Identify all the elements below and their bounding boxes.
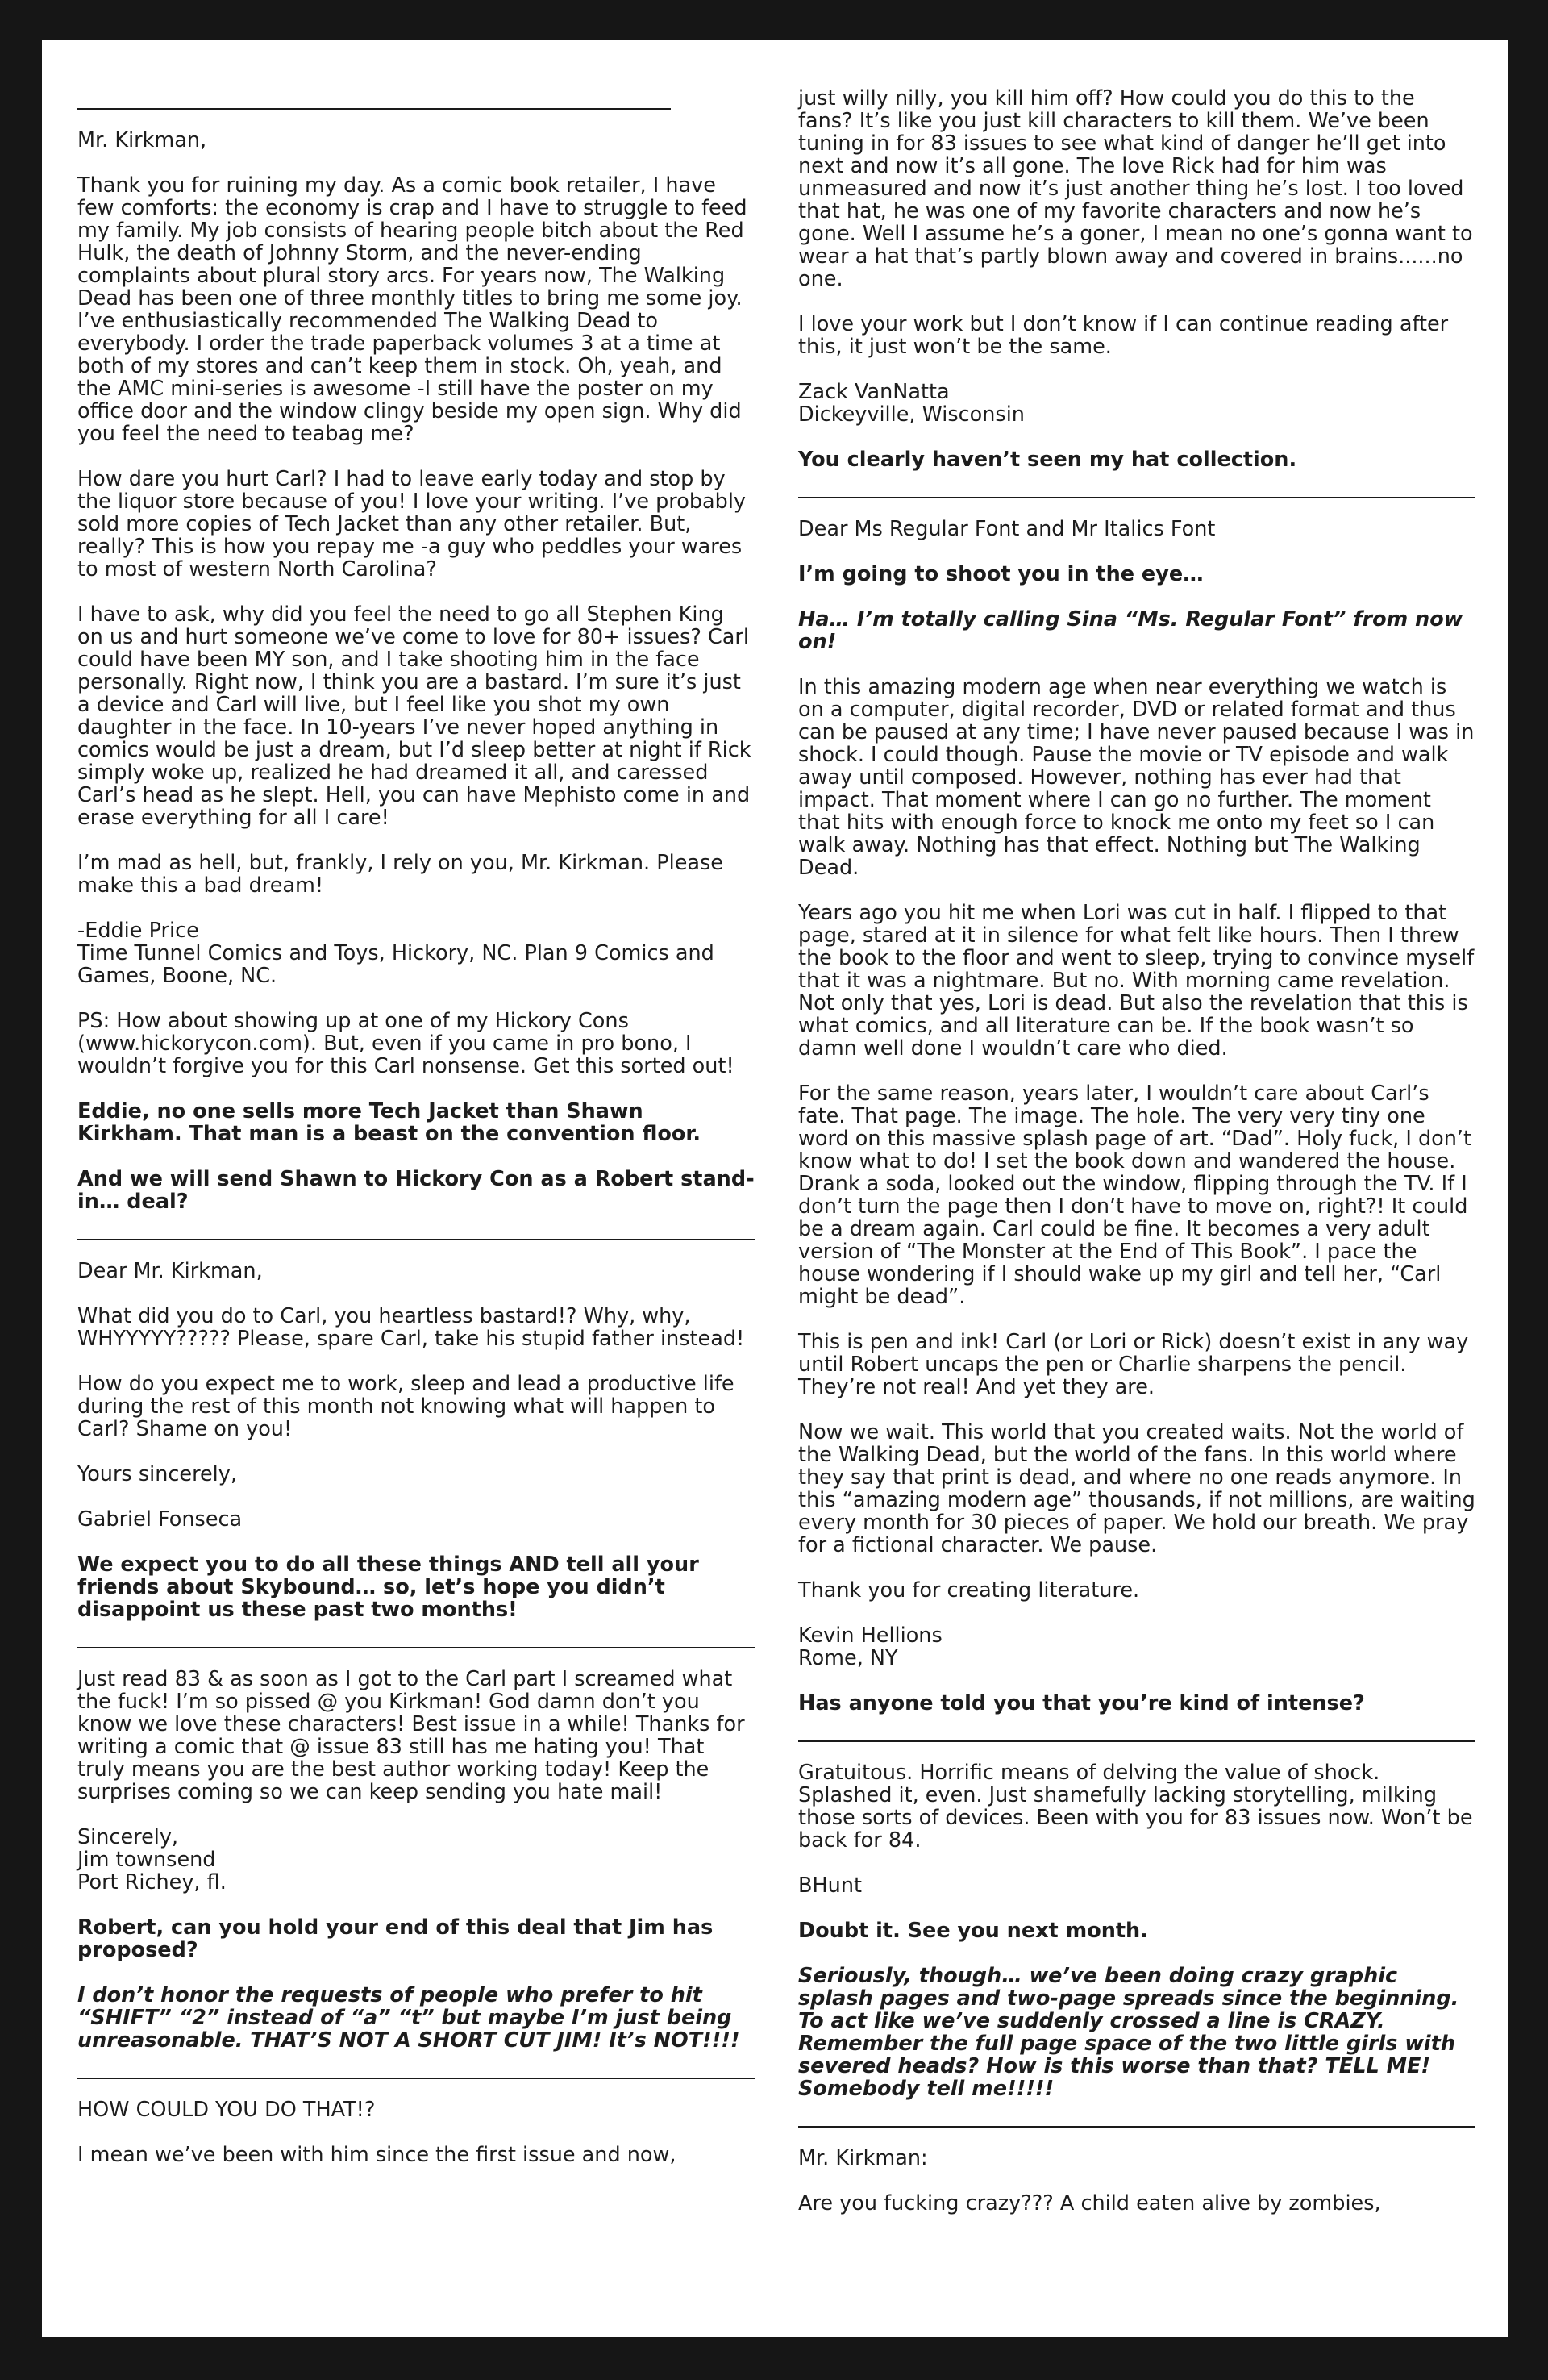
letter-paragraph: This is pen and ink! Carl (or Lori or Rick) doesn’t exist in any way until Robert uncaps the pen or Charlie sharpens the pencil. They’re not real! And yet they are.	[798, 1330, 1469, 1399]
letter-paragraph: Thank you for ruining my day. As a comic book retailer, I have few comforts: the economy is crap and I have to struggle to feed my family. My job consists of hearing people bitch about the Red Hulk, the death of Johnny Storm, and the never-ending complaints about plural story arcs. For years now, The Walking Dead has been one of three monthly titles to bring me some joy. I’ve enthusiastically recommended The Walking Dead to everybody. I order the trade paperback volumes 3 at a time at both of my stores and can’t keep them in stock. Oh, yeah, and the AMC mini-series is awesome -I still have the poster on my office door and the window clingy beside my open sign. Why did you feel the need to teabag me?	[77, 173, 747, 446]
letter-paragraph: PS: How about showing up at one of my Hickory Cons (www.hickorycon.com). But, even if you came in pro bono, I wouldn’t forgive you for this Carl nonsense. Get this sorted out!	[77, 1009, 734, 1078]
letter-paragraph: Just read 83 & as soon as I got to the Carl part I screamed what the fuck! I’m so pissed @ you Kirkman! God damn don’t you know we love these characters! Best issue in a while! Thanks for writing a comic that @ issue 83 still has me hating you! That truly means you are the best author working today! Keep the surprises coming so we can keep sending you hate mail!	[77, 1667, 745, 1804]
letter-paragraph: Zack VanNatta Dickeyville, Wisconsin	[798, 380, 1025, 427]
editor-reply: Eddie, no one sells more Tech Jacket than Shawn Kirkham. That man is a beast on the convention floor.	[77, 1099, 701, 1146]
letter-paragraph: Now we wait. This world that you created waits. Not the world of the Walking Dead, but the world of the fans. In this world where they say that print is dead, and where no one reads anymore. In this “amazing modern age” thousands, if not millions, are waiting every month for 30 pieces of paper. We hold our breath. We pray for a fictional character. We pause.	[798, 1420, 1475, 1557]
letter-paragraph: Are you fucking crazy??? A child eaten alive by zombies,	[798, 2191, 1381, 2215]
letter-paragraph: Yours sincerely,	[77, 1462, 237, 1486]
letter-paragraph: I’m mad as hell, but, frankly, I rely on you, Mr. Kirkman. Please make this a bad dream!	[77, 851, 723, 898]
editor-reply: Has anyone told you that you’re kind of intense?	[798, 1691, 1365, 1715]
editor-reply-italic: Ha… I’m totally calling Sina “Ms. Regular Font” from now on!	[798, 607, 1463, 654]
editor-reply-italic: I don’t honor the requests of people who prefer to hit “SHIFT” “2” instead of “a” “t” but maybe I’m just being unreasonable. THAT’S NOT A SHORT CUT JIM! It’s NOT!!!!	[77, 1983, 740, 2053]
letter-paragraph: What did you do to Carl, you heartless bastard!? Why, why, WHYYYYY????? Please, spare Carl, take his stupid father instead!	[77, 1304, 745, 1351]
editor-reply: Robert, can you hold your end of this deal that Jim has proposed?	[77, 1915, 714, 1962]
left-column	[77, 129, 755, 2189]
letter-paragraph: Thank you for creating literature.	[798, 1578, 1140, 1603]
letter-paragraph: Sincerely, Jim townsend Port Richey, fl.	[77, 1825, 227, 1894]
letter-paragraph: just willy nilly, you kill him off? How could you do this to the fans? It’s like you just kill characters to kill them. We’ve been tuning in for 83 issues to see what kind of danger he’ll get into next and now it’s all gone. The love Rick had for him was unmeasured and now it’s just another thing he’s lost. I too loved that hat, he was one of my favorite characters and now he’s gone. Well I assume he’s a goner, I mean no one’s gonna want to wear a hat that’s partly blown away and covered in brains......no one.	[798, 86, 1473, 291]
editor-reply: And we will send Shawn to Hickory Con as a Robert stand-in… deal?	[77, 1167, 755, 1214]
section-divider	[77, 1236, 755, 1260]
letter-paragraph: For the same reason, years later, I wouldn’t care about Carl’s fate. That page. The image. The hole. The very very tiny one word on this massive splash page of art. “Dad”. Holy fuck, I don’t know what to do! I set the book down and wandered the house. Drank a soda, looked out the window, flipping through the TV. If I don’t turn the page then I don’t have to move on, right?! It could be a dream again. Carl could be fine. It becomes a very adult version of “The Monster at the End of This Book”. I pace the house wondering if I should wake up my girl and tell her, “Carl might be dead”.	[798, 1082, 1472, 1309]
editor-reply-italic: Seriously, though… we’ve been doing crazy graphic splash pages and two-page spreads since the beginning. To act like we’ve suddenly crossed a line is CRAZY. Remember the full page space of the two little girls with severed heads? How is this worse than that? TELL ME! Somebody tell me!!!!!	[798, 1964, 1459, 2101]
letter-paragraph: I have to ask, why did you feel the need to go all Stephen King on us and hurt someone we’ve come to love for 80+ issues? Carl could have been MY son, and I take shooting him in the face personally. Right now, I think you are a bastard. I’m sure it’s just a device and Carl will live, but I feel like you shot my own daughter in the face. In 10-years I’ve never hoped anything in comics would be just a dream, but I’d sleep better at night if Rick simply woke up, realized he had dreamed it all, and caressed Carl’s head as he slept. Hell, you can have Mephisto come in and erase everything for all I care!	[77, 602, 751, 830]
letter-paragraph: Dear Mr. Kirkman,	[77, 1259, 263, 1283]
right-column	[798, 87, 1475, 2237]
letter-paragraph: Mr. Kirkman,	[77, 128, 207, 152]
letter-paragraph: In this amazing modern age when near everything we watch is on a computer, digital recorder, DVD or related format and thus can be paused at any time; I have never paused because I was in shock. I could though. Pause the movie or TV episode and walk away until composed. However, nothing has ever had that impact. That moment where I can go no further. The moment that hits with enough force to knock me onto my feet so I can walk away. Nothing has that effect. Nothing but The Walking Dead.	[798, 675, 1475, 880]
section-divider	[798, 2123, 1475, 2147]
editor-reply: Doubt it. See you next month.	[798, 1919, 1148, 1943]
letter-paragraph: I mean we’ve been with him since the first issue and now,	[77, 2143, 676, 2167]
section-divider	[798, 1737, 1475, 1761]
editor-reply: We expect you to do all these things AND tell all your friends about Skybound… so, let’s hope you didn’t disappoint us these past two months!	[77, 1553, 699, 1622]
letter-paragraph: Kevin Hellions Rome, NY	[798, 1623, 943, 1670]
top-divider	[77, 108, 671, 110]
letter-paragraph: I love your work but I don’t know if I can continue reading after this, it just won’t be the same.	[798, 312, 1449, 359]
editor-reply: You clearly haven’t seen my hat collection.	[798, 448, 1297, 472]
section-divider	[77, 2074, 755, 2099]
letter-paragraph: How do you expect me to work, sleep and lead a productive life during the rest of this month not knowing what will happen to Carl? Shame on you!	[77, 1372, 734, 1441]
section-divider	[798, 494, 1475, 518]
editor-reply: I’m going to shoot you in the eye…	[798, 562, 1204, 586]
letter-paragraph: How dare you hurt Carl? I had to leave early today and stop by the liquor store because of you! I love your writing. I’ve probably sold more copies of Tech Jacket than any other retailer. But, really? This is how you repay me -a guy who peddles your wares to most of western North Carolina?	[77, 467, 746, 581]
letter-paragraph: Mr. Kirkman:	[798, 2146, 928, 2170]
letter-paragraph: Gratuitous. Horrific means of delving the value of shock. Splashed it, even. Just shamefully lacking storytelling, milking those sorts of devices. Been with you for 83 issues now. Won’t be back for 84.	[798, 1761, 1473, 1853]
letter-paragraph: Gabriel Fonseca	[77, 1507, 243, 1532]
section-divider	[77, 1644, 755, 1668]
letter-paragraph: Dear Ms Regular Font and Mr Italics Font	[798, 517, 1216, 541]
letter-paragraph: -Eddie Price Time Tunnel Comics and Toys, Hickory, NC. Plan 9 Comics and Games, Boone, NC.	[77, 919, 714, 988]
letter-paragraph: HOW COULD YOU DO THAT!?	[77, 2098, 376, 2122]
letter-paragraph: BHunt	[798, 1874, 862, 1898]
letter-paragraph: Years ago you hit me when Lori was cut in half. I flipped to that page, stared at it in silence for what felt like hours. Then I threw the book to the floor and went to sleep, trying to convince myself that it was a nightmare. But no. With morning came revelation. Not only that yes, Lori is dead. But also the revelation that this is what comics, and all literature can be. If the book wasn’t so damn well done I wouldn’t care who died.	[798, 901, 1475, 1061]
letters-page	[42, 40, 1508, 2337]
